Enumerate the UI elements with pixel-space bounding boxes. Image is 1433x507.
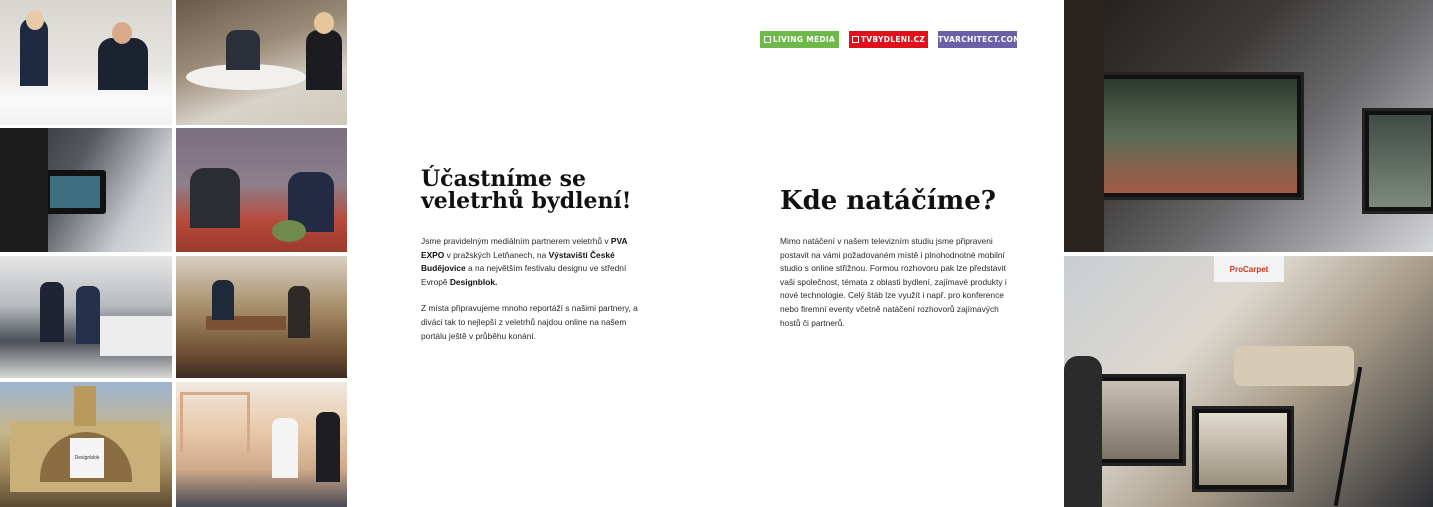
living-media-logo-mark-icon [764, 36, 771, 43]
photo-control-room [1064, 0, 1433, 252]
fairs-heading-line2: veletrhů bydlení! [421, 188, 632, 214]
vystaviste-highlight: Výstavišti České Budějovice [421, 249, 615, 274]
fairs-paragraph-1 [421, 235, 646, 289]
fairs-paragraph-2: Z místa připravujeme mnoho reportáží s našimi partnery, a diváci tak to nejlepší z veletrhů najdou online na našem portálu ještě v průběhu konání. [421, 303, 638, 341]
pva-expo-highlight: PVA EXPO [421, 236, 628, 260]
fairs-p1-text-1: Jsme pravidelným mediálním partnerem veletrhů v [421, 236, 611, 246]
photo-round-table-talk [176, 0, 347, 125]
mobile-studio-monitor-1 [1094, 374, 1186, 466]
photo-kitchen-showroom [0, 256, 172, 378]
living-media-logo[interactable] [760, 31, 839, 48]
control-room-side-monitor [1362, 108, 1433, 214]
where-we-film-heading: Kde natáčíme? [780, 186, 996, 216]
photo-kids-furniture-booth [176, 382, 347, 507]
tvbydleni-logo[interactable] [849, 31, 928, 48]
fairs-p1-text-3: a na největším festivalu designu ve střední Evropě [421, 263, 627, 287]
photo-studio-interview [0, 0, 172, 125]
mobile-studio-monitor-2 [1192, 406, 1294, 492]
where-we-film-paragraph: Mimo natáčení v našem televizním studiu jsme připraveni postavit na vámi požadovaném místě i plnohodnotné mobilní studio s online střižnou. Formou rozhovoru pak lze představit vaši společnost, témata z oblasti bydlení, zajímavé produkty i nové technologie. Celý štáb lze využít i např. pro konference nebo firemní eventy včetně natáčení rozhovorů zajímavých hostů či partnerů. [780, 236, 1007, 328]
tvarchitect-logo[interactable] [938, 31, 1021, 48]
fairs-p1-text-2: v pražských Letňanech, na [444, 249, 549, 260]
designblok-highlight: Designblok. [449, 276, 498, 287]
tvarchitect-logo-mark-icon [934, 36, 936, 43]
photo-mobile-studio [1064, 256, 1433, 507]
photo-red-sofa-interview [176, 128, 347, 252]
procarpet-sign-text: ProCarpet [1229, 264, 1269, 274]
living-media-logo-label: LIVING MEDIA [772, 35, 836, 44]
photo-wine-bar-interview [176, 256, 347, 378]
tvarchitect-logo-label: TVARCHITECT.COM [938, 35, 1021, 44]
tvbydleni-logo-label: TVBYDLENI.CZ [860, 35, 926, 44]
fairs-heading [421, 168, 681, 212]
fairs-text [421, 235, 646, 343]
tvbydleni-logo-mark-icon [852, 36, 859, 43]
where-we-film-text [780, 235, 1010, 330]
photo-camera-operator [0, 128, 172, 252]
photo-exhibition-palace [0, 382, 172, 507]
fairs-heading-line1: Účastníme se [421, 166, 587, 192]
fair-banner-text: Designblok [74, 455, 100, 461]
control-room-monitor [1092, 72, 1304, 200]
partner-logos [760, 31, 1021, 48]
